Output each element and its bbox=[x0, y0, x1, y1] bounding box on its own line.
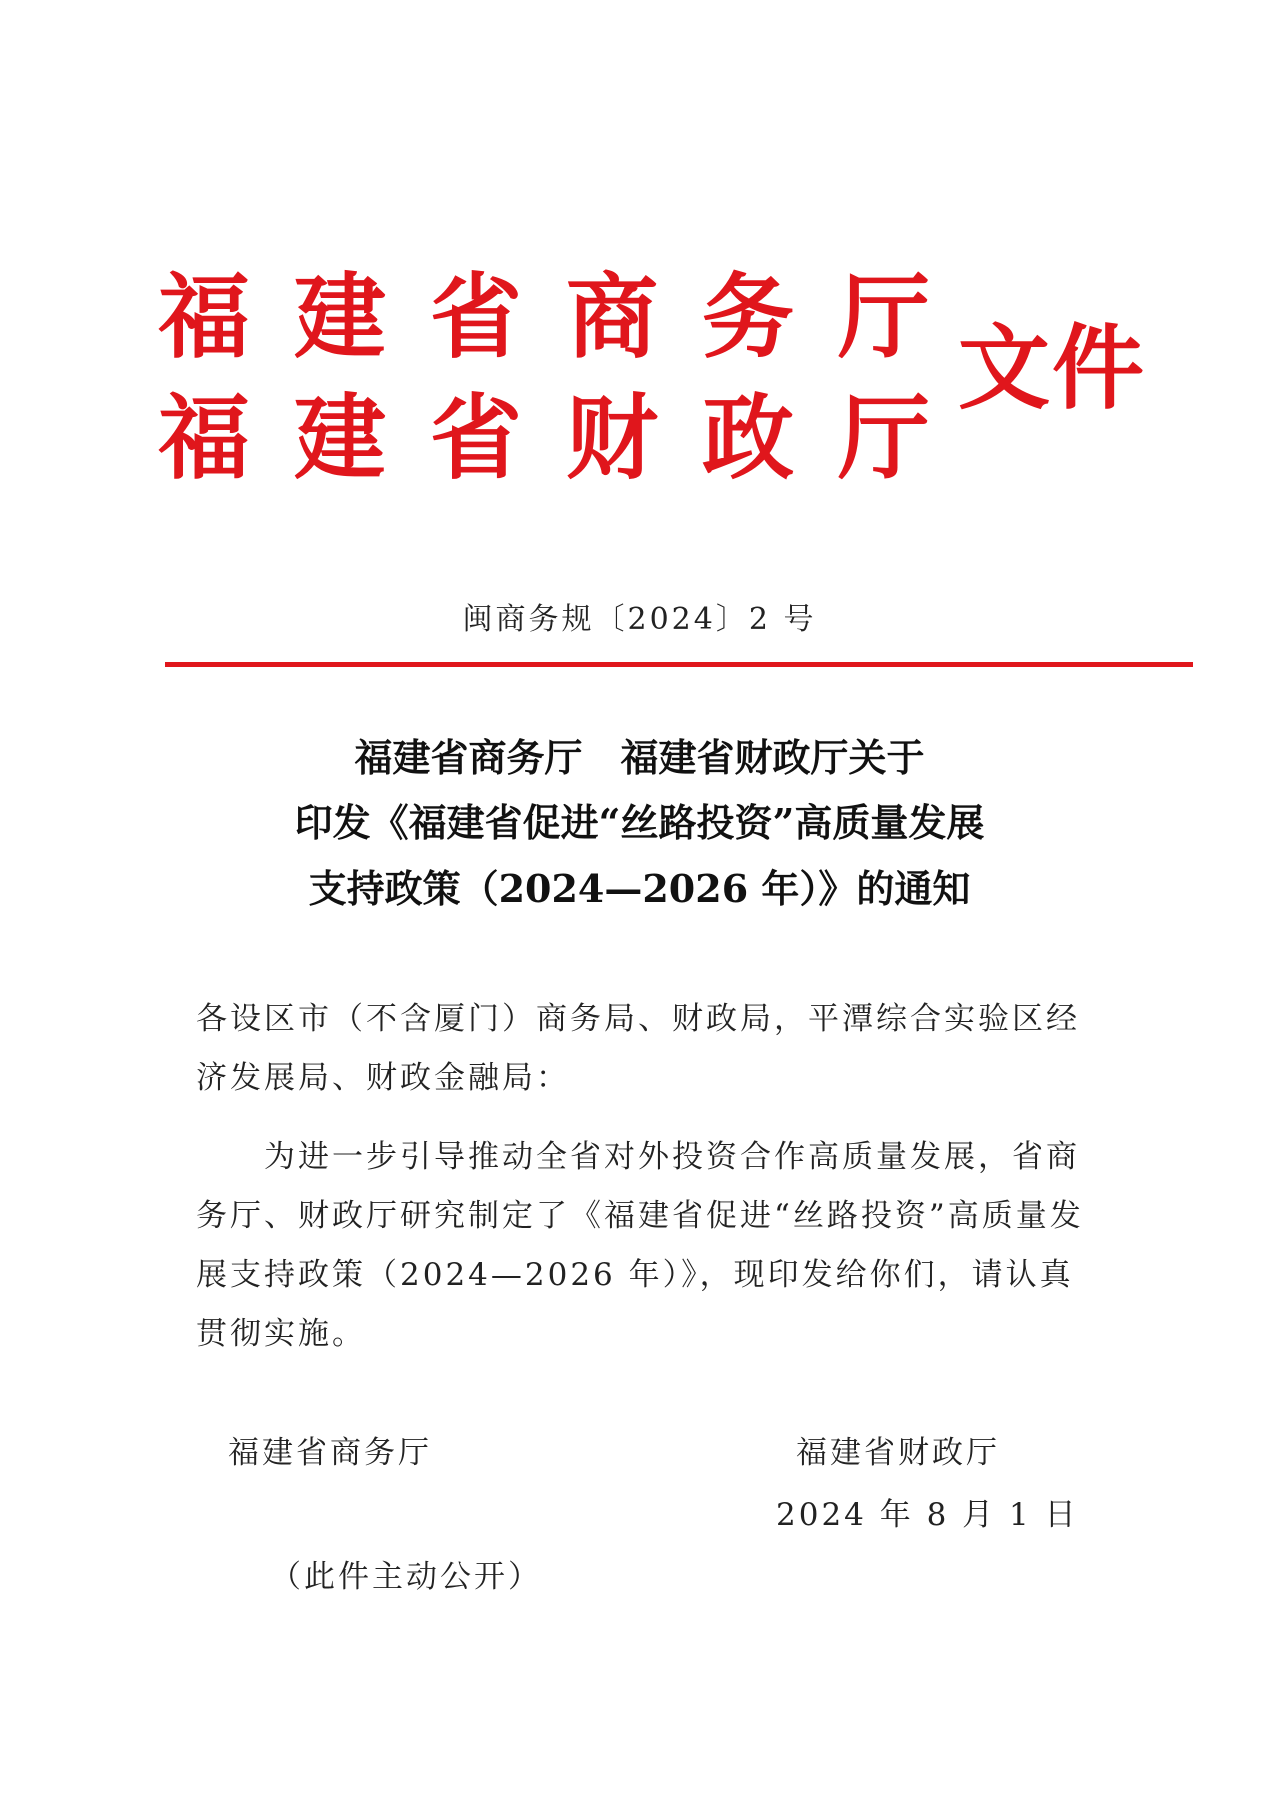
signature-date: 2024 年 8 月 1 日 bbox=[776, 1497, 1079, 1533]
signature-finance-dept: 福建省财政厅 bbox=[796, 1435, 1000, 1471]
header-org-line-1: 福建省商务厅 bbox=[158, 264, 975, 371]
signature-commerce-dept: 福建省商务厅 bbox=[228, 1435, 432, 1471]
body-paragraph: 为进一步引导推动全省对外投资合作高质量发展，省商务厅、财政厅研究制定了《福建省促进“丝路投资”高质量发展支持政策（2024—2026 年）》，现印发给你们，请认真贯彻实施。 bbox=[196, 1139, 1084, 1352]
disclosure-note: （此件主动公开） bbox=[270, 1559, 542, 1595]
title-line-1: 福建省商务厅 福建省财政厅关于 bbox=[354, 735, 925, 780]
title-line-2: 印发《福建省促进“丝路投资”高质量发展 bbox=[294, 800, 985, 845]
title-line-3: 支持政策（2024—2026 年）》的通知 bbox=[308, 866, 971, 911]
red-divider-line bbox=[165, 662, 1193, 667]
header-org-line-2: 福建省财政厅 bbox=[158, 385, 975, 492]
addressee: 各设区市（不含厦门）商务局、财政局，平潭综合实验区经济发展局、财政金融局： bbox=[196, 1001, 1080, 1096]
header-suffix: 文件 bbox=[958, 315, 1147, 422]
document-number: 闽商务规〔2024〕2 号 bbox=[462, 602, 817, 637]
